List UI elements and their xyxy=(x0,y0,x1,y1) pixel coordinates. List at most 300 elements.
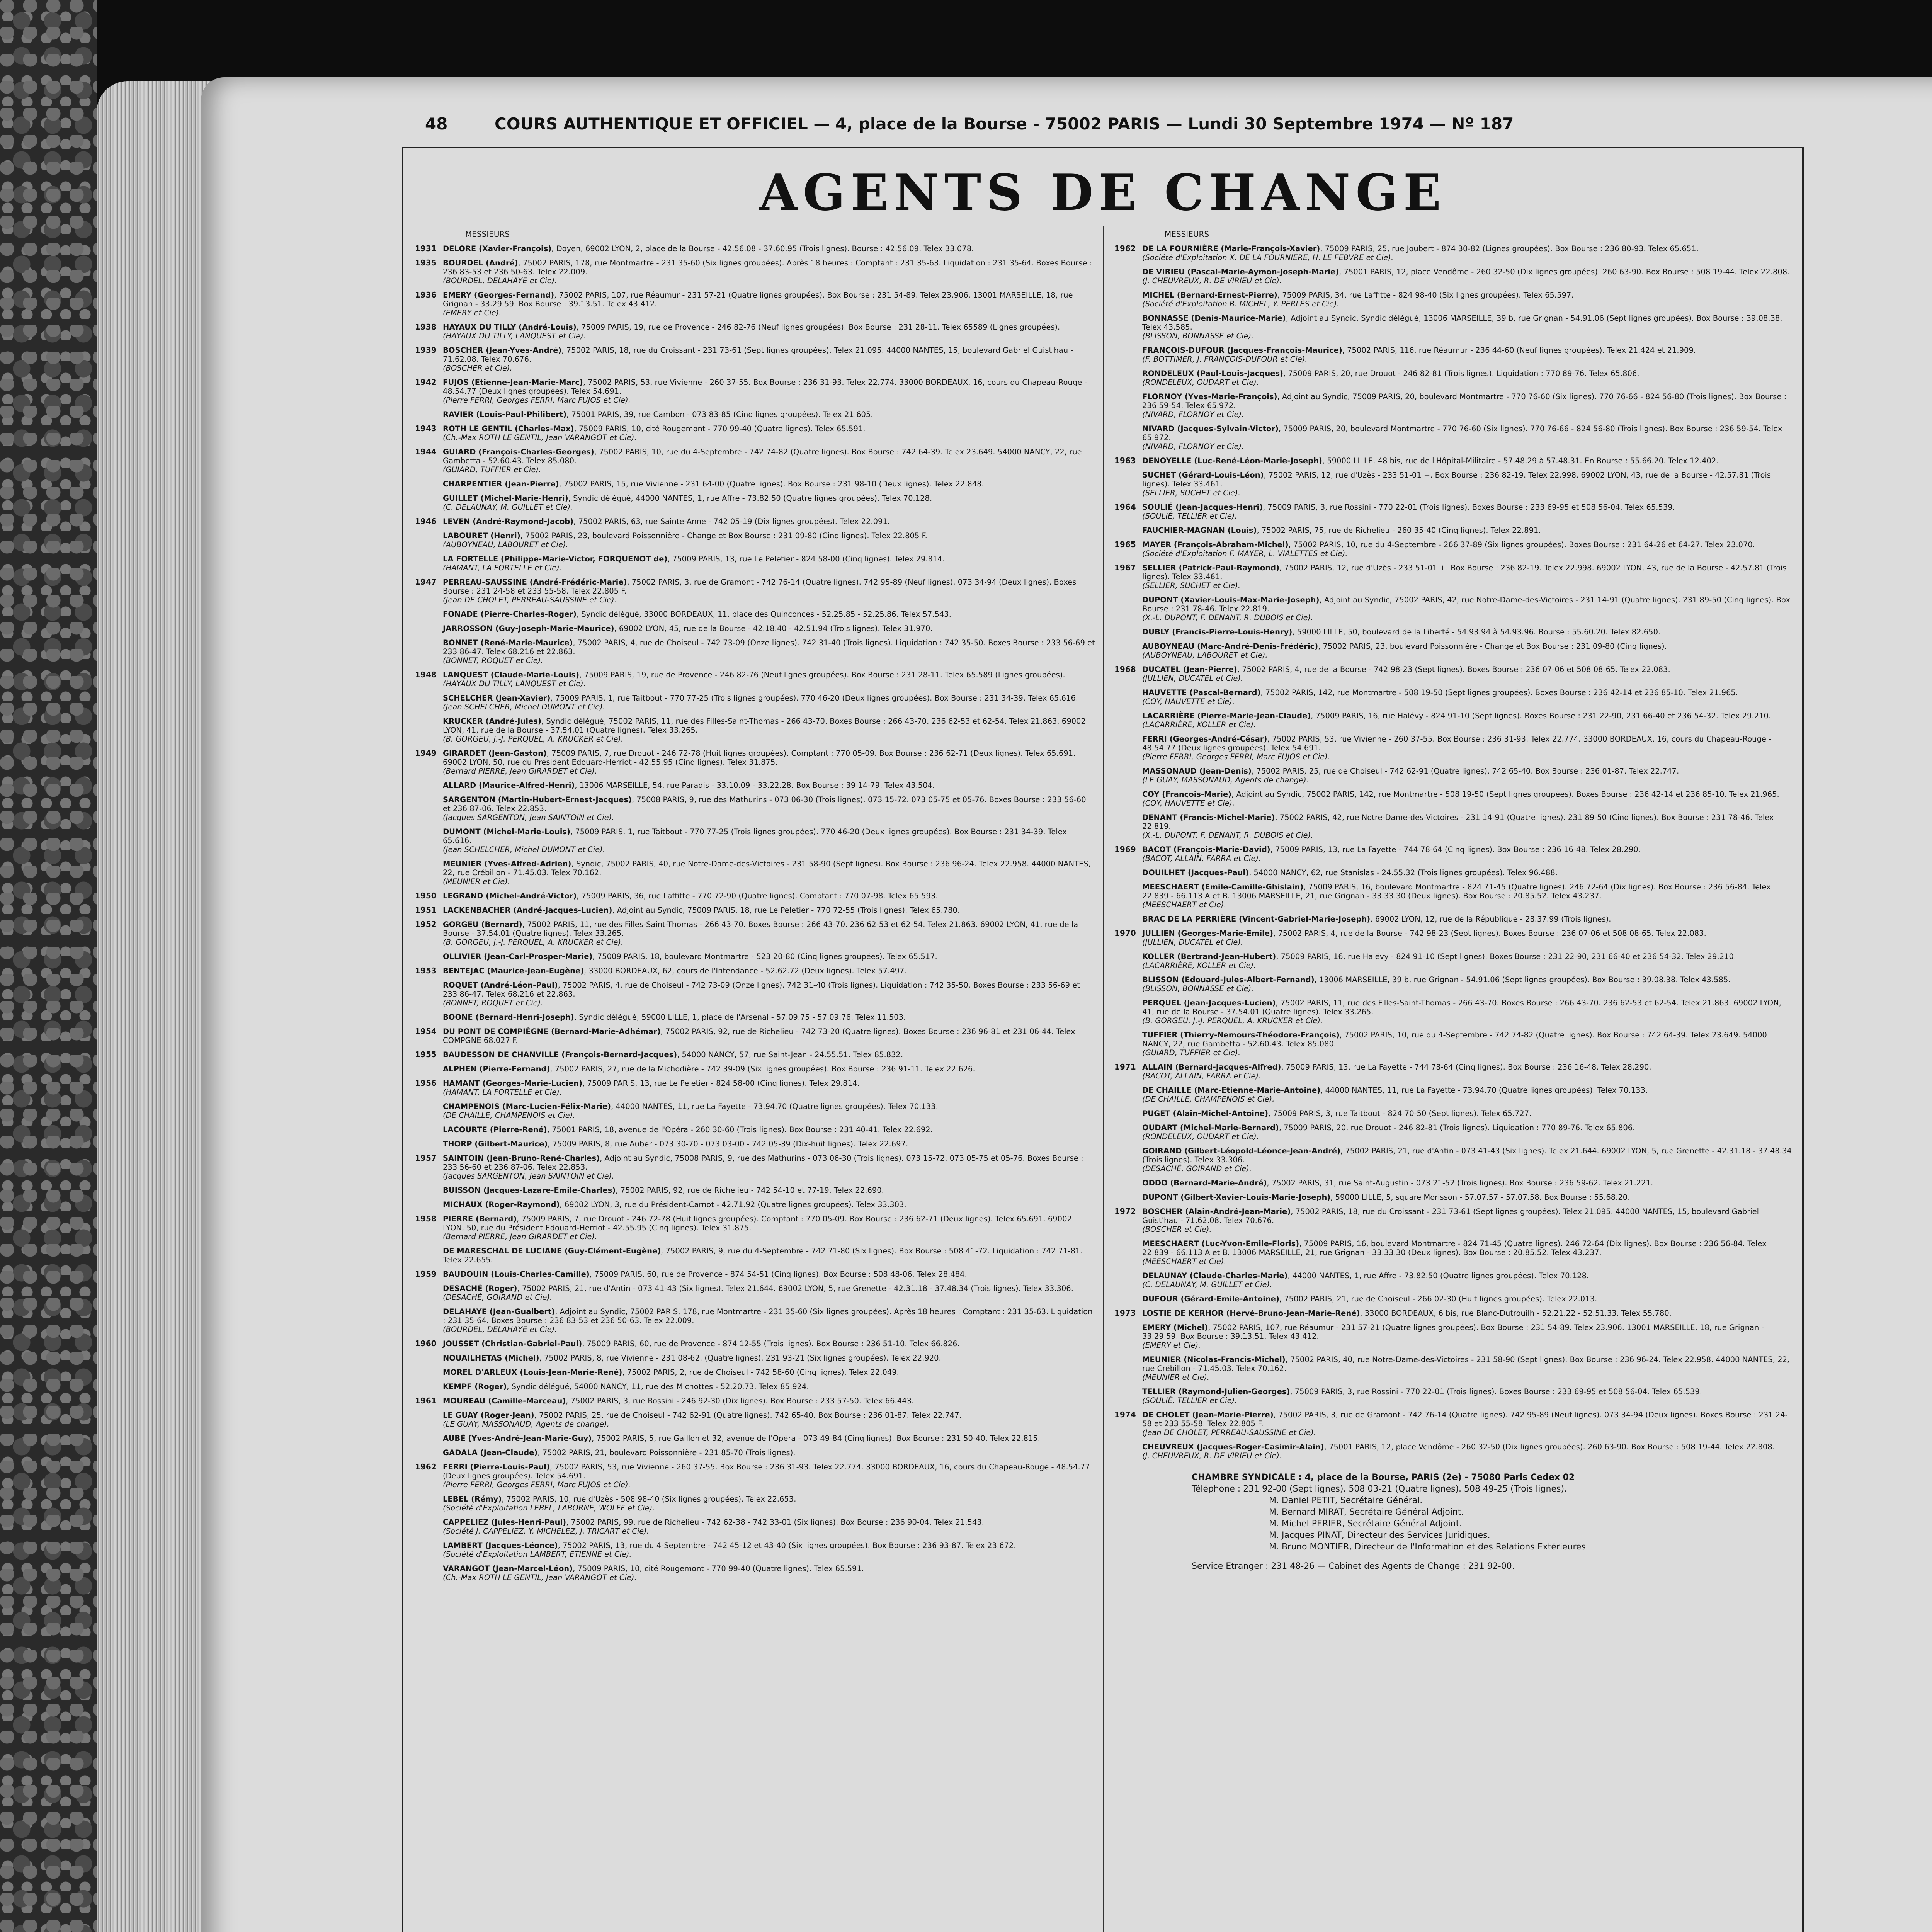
entry-body xyxy=(443,1463,1095,1489)
agent-entry xyxy=(1114,346,1794,364)
agent-name: LAMBERT (Jacques-Léonce) xyxy=(443,1541,558,1550)
agent-name: SELLIER (Patrick-Paul-Raymond) xyxy=(1142,563,1280,572)
agent-name: KOLLER (Bertrand-Jean-Hubert) xyxy=(1142,952,1276,961)
agent-details: , 13006 MARSEILLE, 39 b, rue Grignan - 54.91.06 (Sept lignes groupées). Box Bourse : 39.08.38. Telex 43.585. xyxy=(1314,975,1731,984)
entry-year xyxy=(1114,1109,1142,1118)
agent-entry xyxy=(1114,767,1794,784)
entry-body xyxy=(1142,1179,1794,1187)
entry-list xyxy=(415,244,1095,1582)
entry-body xyxy=(443,1027,1095,1045)
firm-name: (EMERY et Cie). xyxy=(443,308,502,317)
entry-body xyxy=(1142,267,1794,285)
chambre-syndicale-block xyxy=(1114,1472,1794,1572)
agent-details: , 75009 PARIS, 10, cité Rougemont - 770 99-40 (Quatre lignes). Telex 65.591. xyxy=(574,424,866,433)
firm-name: (Jacques SARGENTON, Jean SAINTOIN et Cie). xyxy=(443,813,614,822)
agent-entry xyxy=(415,859,1095,886)
agent-entry xyxy=(415,554,1095,572)
agent-details: , 75002 PARIS, 53, rue Vivienne - 260 37-55. Box Bourse : 236 31-93. Telex 22.774. 33000 BORDEAUX, 16, cours du Chapeau-Rouge - 48.54.77 (Deux lignes groupées). Telex 54.691. xyxy=(1142,735,1772,752)
entry-year xyxy=(415,1186,443,1195)
agent-details: , 75002 PARIS, 92, rue de Richelieu - 742 73-20 (Quatre lignes). Boxes Bourse : 236 96-81 et 231 06-44. Telex COMPGNE 68.027 F. xyxy=(443,1027,1075,1045)
agent-entry xyxy=(415,1518,1095,1536)
agent-name: ODDO (Bernard-Marie-André) xyxy=(1142,1179,1267,1187)
agent-name: BOSCHER (Jean-Yves-André) xyxy=(443,346,562,355)
firm-name: (Ch.-Max ROTH LE GENTIL, Jean VARANGOT et Cie). xyxy=(443,1573,637,1582)
entry-body xyxy=(1142,1442,1794,1460)
entry-year xyxy=(1114,767,1142,784)
firm-name: (SELLIER, SUCHET et Cie). xyxy=(1142,581,1241,590)
entry-body xyxy=(443,1270,1095,1279)
agent-details: , 75002 PARIS, 107, rue Réaumur - 231 57-21 (Quatre lignes groupées). Box Bourse : 231 54-89. Telex 23.906. 13001 MARSEILLE, 18, rue Grignan - 33.29.59. Box Bourse : 39.13.51. Telex 43.412. xyxy=(1142,1323,1764,1341)
entry-year: 1959 xyxy=(415,1269,437,1279)
agent-name: DUPONT (Xavier-Louis-Max-Marie-Joseph) xyxy=(1142,595,1320,604)
agent-entry xyxy=(415,795,1095,822)
agent-entry xyxy=(1114,915,1794,923)
agent-entry xyxy=(415,670,1095,688)
entry-year: 1951 xyxy=(415,905,437,915)
entry-body xyxy=(1142,883,1794,909)
agent-entry xyxy=(415,323,1095,340)
entry-year xyxy=(1114,998,1142,1025)
entry-body xyxy=(443,1013,1095,1022)
entry-body xyxy=(1142,369,1794,387)
firm-name: (LE GUAY, MASSONAUD, Agents de change). xyxy=(443,1420,609,1429)
entry-body xyxy=(443,1154,1095,1180)
firm-name: (Jean DE CHOLET, PERREAU-SAUSSINE et Cie). xyxy=(443,595,617,604)
column-heading: MESSIEURS xyxy=(465,230,510,239)
agent-details: , 75002 PARIS, 4, rue de Choiseul - 742 73-09 (Onze lignes). 742 31-40 (Trois lignes). Liquidation : 742 35-50. Boxes Bourse : 233 56-69 et 233 86-47. Telex 68.216 et 22.863. xyxy=(443,638,1095,656)
agent-name: BRAC DE LA PERRIÈRE (Vincent-Gabriel-Marie-Joseph) xyxy=(1142,915,1371,923)
firm-name: (Société d'Exploitation B. MICHEL, Y. PERLÈS et Cie). xyxy=(1142,299,1339,308)
agent-details: , 75009 PARIS, 19, rue de Provence - 246 82-76 (Neuf lignes groupées). Box Bourse : 231 28-11. Telex 65.589 (Lignes groupées). xyxy=(579,670,1065,679)
entry-year xyxy=(1114,314,1142,340)
entry-body xyxy=(1142,563,1794,590)
agent-details: , 75009 PARIS, 20, rue Drouot - 246 82-81 (Trois lignes). Liquidation : 770 89-76. Telex 65.806. xyxy=(1279,1123,1635,1132)
firm-name: (DESACHÉ, GOIRAND et Cie). xyxy=(1142,1164,1252,1173)
entry-body xyxy=(1142,1323,1794,1350)
entry-body xyxy=(443,966,1095,975)
entry-body xyxy=(443,1354,1095,1362)
agent-entry xyxy=(1114,526,1794,535)
entry-body xyxy=(443,1434,1095,1443)
entry-body xyxy=(443,578,1095,604)
agent-entry xyxy=(415,952,1095,961)
agent-entry xyxy=(1114,314,1794,340)
agent-name: HAMANT (Georges-Marie-Lucien) xyxy=(443,1079,583,1088)
entry-body xyxy=(1142,813,1794,840)
entry-year xyxy=(1114,975,1142,993)
entry-year xyxy=(415,1411,443,1429)
agent-details: , 75002 PARIS, 10, rue du 4-Septembre - 742 74-82 (Quatre lignes). Box Bourse : 742 64-39. Telex 23.649. 54000 NANCY, 22, rue Gambetta - 52.60.43. Telex 85.080. xyxy=(443,447,1082,465)
agent-entry xyxy=(415,1307,1095,1334)
firm-name: (MEESCHAERT et Cie). xyxy=(1142,1257,1226,1266)
entry-body xyxy=(1142,291,1794,308)
entry-year: 1938 xyxy=(415,322,437,332)
firm-name: (COY, HAUVETTE et Cie). xyxy=(1142,799,1235,808)
agent-name: GUILLET (Michel-Marie-Henri) xyxy=(443,494,568,503)
entry-year: 1931 xyxy=(415,244,437,253)
entry-year xyxy=(1114,526,1142,535)
entry-body xyxy=(1142,975,1794,993)
agent-entry xyxy=(1114,392,1794,419)
agent-details: , Syndic délégué, 54000 NANCY, 11, rue des Michottes - 52.20.73. Telex 85.924. xyxy=(507,1382,809,1391)
agent-name: MEESCHAERT (Luc-Yvon-Emile-Floris) xyxy=(1142,1239,1299,1248)
firm-name: (LACARRIÈRE, KOLLER et Cie). xyxy=(1142,720,1256,729)
agent-entry xyxy=(1114,1109,1794,1118)
entry-year xyxy=(415,1495,443,1512)
agent-name: MICHEL (Bernard-Ernest-Pierre) xyxy=(1142,291,1277,299)
agent-name: LA FORTELLE (Philippe-Marie-Victor, FORQUENOT de) xyxy=(443,554,668,563)
agent-name: CHEUVREUX (Jacques-Roger-Casimir-Alain) xyxy=(1142,1442,1324,1451)
entry-year xyxy=(1114,267,1142,285)
agent-details: , 75009 PARIS, 3, rue Taitbout - 824 70-50 (Sept lignes). Telex 65.727. xyxy=(1268,1109,1532,1118)
agent-details: , Syndic délégué, 59000 LILLE, 1, place de l'Arsenal - 57.09.75 - 57.09.76. Telex 11.503. xyxy=(574,1013,906,1022)
agent-details: , 75009 PARIS, 13, rue La Fayette - 744 78-64 (Cinq lignes). Box Bourse : 236 16-48. Telex 28.290. xyxy=(1281,1063,1651,1071)
agent-details: , 33000 BORDEAUX, 62, cours de l'Intendance - 52.62.72 (Deux lignes). Telex 57.497. xyxy=(584,966,907,975)
agent-details: , 75002 PARIS, 3, rue de Gramont - 742 76-14 (Quatre lignes). 742 95-89 (Neuf lignes). 073 34-94 (Deux lignes). Boxes Bourse : 231 24-58 et 233 55-58. Telex 22.805 F. xyxy=(443,578,1077,595)
agent-entry xyxy=(1114,291,1794,308)
agent-entry xyxy=(1114,628,1794,636)
agent-entry xyxy=(415,244,1095,253)
agent-details: , 75001 PARIS, 12, place Vendôme - 260 32-50 (Dix lignes groupées). 260 63-90. Box Bourse : 508 19-44. Telex 22.808. xyxy=(1324,1442,1775,1451)
agent-entry xyxy=(415,1411,1095,1429)
entry-body xyxy=(443,1214,1095,1241)
agent-details: , 75009 PARIS, 16, boulevard Montmartre - 824 71-45 (Quatre lignes). 246 72-64 (Dix lignes). Box Bourse : 236 56-84. Telex 22.839 - 66.113 A et B. 13006 MARSEILLE, 21, rue Grignan - 33.33.30 (Deux lignes). Box Bourse : 20.85.52. Telex 43.237. xyxy=(1142,883,1771,900)
agent-entry xyxy=(1114,563,1794,590)
agent-details: , 75001 PARIS, 39, rue Cambon - 073 83-85 (Cinq lignes groupées). Telex 21.605. xyxy=(566,410,873,419)
agent-entry xyxy=(1114,711,1794,729)
entry-body xyxy=(1142,868,1794,877)
entry-body xyxy=(443,1247,1095,1264)
agent-details: , 75009 PARIS, 60, rue de Provence - 874 12-55 (Trois lignes). Box Bourse : 236 51-10. Telex 66.826. xyxy=(582,1339,960,1348)
entry-year: 1957 xyxy=(415,1153,437,1163)
entry-year xyxy=(1114,392,1142,419)
agent-details: , 75009 PARIS, 13, rue Le Peletier - 824 58-00 (Cinq lignes). Telex 29.814. xyxy=(667,554,945,563)
agent-name: MEUNIER (Yves-Alfred-Adrien) xyxy=(443,859,571,868)
agent-entry xyxy=(415,424,1095,442)
agent-name: HAUVETTE (Pascal-Bernard) xyxy=(1142,688,1261,697)
firm-name: (BONNET, ROQUET et Cie). xyxy=(443,998,543,1007)
agent-name: DUCATEL (Jean-Pierre) xyxy=(1142,665,1237,674)
agent-details: , 75009 PARIS, 20, rue Drouot - 246 82-81 (Trois lignes). Liquidation : 770 89-76. Telex 65.806. xyxy=(1283,369,1639,378)
entry-year xyxy=(415,1518,443,1536)
agent-name: EMERY (Georges-Fernand) xyxy=(443,291,554,299)
entry-year: 1968 xyxy=(1114,665,1136,674)
agent-details: , Adjoint au Syndic, 75002 PARIS, 42, rue Notre-Dame-des-Victoires - 231 14-91 (Quatre lignes). 231 89-50 (Cinq lignes). Box Bourse : 231 78-46. Telex 22.819. xyxy=(1142,595,1790,613)
agent-name: NIVARD (Jacques-Sylvain-Victor) xyxy=(1142,424,1279,433)
entry-year xyxy=(415,1541,443,1559)
firm-name: (J. CHEUVREUX, R. DE VIRIEU et Cie). xyxy=(1142,276,1282,285)
entry-body xyxy=(443,1411,1095,1429)
agent-entry xyxy=(1114,642,1794,660)
entry-year xyxy=(1114,628,1142,636)
firm-name: (HAYAUX DU TILLY, LANQUEST et Cie). xyxy=(443,679,586,688)
agent-details: , 75009 PARIS, 1, rue Taitbout - 770 77-25 (Trois lignes groupées). 770 46-20 (Deux lignes groupées). Box Bourse : 231 34-39. Telex 65.616. xyxy=(550,694,1078,702)
firm-name: (RONDELEUX, OUDART et Cie). xyxy=(1142,1132,1259,1141)
entry-body xyxy=(1142,1271,1794,1289)
agent-entry xyxy=(415,1541,1095,1559)
agent-name: BENTEJAC (Maurice-Jean-Eugène) xyxy=(443,966,584,975)
agent-name: DENANT (Francis-Michel-Marie) xyxy=(1142,813,1275,822)
entry-body xyxy=(443,1079,1095,1097)
agent-entry xyxy=(1114,845,1794,863)
agent-details: , 75008 PARIS, 9, rue des Mathurins - 073 06-30 (Trois lignes). 073 15-72. 073 05-75 et 05-76. Boxes Bourse : 233 56-60 et 236 87-06. Telex 22.853. xyxy=(443,795,1086,813)
entry-year xyxy=(1114,868,1142,877)
column-heading: MESSIEURS xyxy=(1165,230,1209,239)
entry-body xyxy=(1142,244,1794,262)
agent-name: BAUDESSON DE CHANVILLE (François-Bernard-Jacques) xyxy=(443,1050,677,1059)
agent-details: , Syndic délégué, 44000 NANTES, 1, rue Affre - 73.82.50 (Quatre lignes groupées). Telex 70.128. xyxy=(568,494,932,503)
firm-name: (SELLIER, SUCHET et Cie). xyxy=(1142,488,1241,497)
entry-body xyxy=(443,1396,1095,1405)
agent-name: DU PONT DE COMPIÈGNE (Bernard-Marie-Adhémar) xyxy=(443,1027,661,1036)
agent-entry xyxy=(415,1013,1095,1022)
firm-name: (COY, HAUVETTE et Cie). xyxy=(1142,697,1235,706)
entry-body xyxy=(443,531,1095,549)
entry-body xyxy=(443,378,1095,405)
agent-name: THORP (Gilbert-Maurice) xyxy=(443,1139,548,1148)
agent-name: RONDELEUX (Paul-Louis-Jacques) xyxy=(1142,369,1283,378)
agent-details: , 75002 PARIS, 23, boulevard Poissonnière - Change et Box Bourse : 231 09-80 (Cinq lignes). Telex 22.805 F. xyxy=(520,531,927,540)
agent-entry xyxy=(415,610,1095,619)
agent-entry xyxy=(1114,1294,1794,1303)
entry-year xyxy=(415,1139,443,1148)
agent-entry xyxy=(1114,1387,1794,1405)
agent-entry xyxy=(415,920,1095,947)
entry-body xyxy=(1142,526,1794,535)
agent-entry xyxy=(415,291,1095,317)
agent-details: , 75002 PARIS, 21, boulevard Poissonnière - 231 85-70 (Trois lignes). xyxy=(537,1448,796,1457)
agent-name: FERRI (Pierre-Louis-Paul) xyxy=(443,1463,550,1471)
agent-entry xyxy=(415,781,1095,790)
entry-body xyxy=(443,827,1095,854)
agent-entry xyxy=(1114,1146,1794,1173)
agent-name: DUMONT (Michel-Marie-Louis) xyxy=(443,827,570,836)
chambre-member: M. Jacques PINAT, Directeur des Services Juridiques. xyxy=(1269,1531,1490,1540)
firm-name: (B. GORGEU, J.-J. PERQUEL, A. KRUCKER et Cie). xyxy=(1142,1016,1323,1025)
entry-year xyxy=(1114,424,1142,451)
agent-entry xyxy=(415,1368,1095,1377)
entry-year xyxy=(415,624,443,633)
agent-details: , 75001 PARIS, 18, avenue de l'Opéra - 260 30-60 (Trois lignes). Box Bourse : 231 40-41. Telex 22.692. xyxy=(547,1125,933,1134)
entry-body xyxy=(443,694,1095,711)
entry-year xyxy=(415,1382,443,1391)
agent-details: , 75002 PARIS, 116, rue Réaumur - 236 44-60 (Neuf lignes groupées). Telex 21.424 et 21.909. xyxy=(1342,346,1696,355)
firm-name: (Jean DE CHOLET, PERREAU-SAUSSINE et Cie). xyxy=(1142,1428,1316,1437)
entry-body xyxy=(1142,790,1794,808)
firm-name: (BLISSON, BONNASSE et Cie). xyxy=(1142,332,1254,340)
agent-name: LEGRAND (Michel-André-Victor) xyxy=(443,891,577,900)
agent-details: , 75002 PARIS, 3, rue Rossini - 246 92-30 (Dix lignes). Box Bourse : 233 57-50. Telex 66.443. xyxy=(566,1396,914,1405)
entry-body xyxy=(443,981,1095,1007)
firm-name: (MEUNIER et Cie). xyxy=(1142,1373,1210,1382)
agent-entry xyxy=(1114,1309,1794,1318)
entry-body xyxy=(1142,1146,1794,1173)
firm-name: (GUIARD, TUFFIER et Cie). xyxy=(443,465,541,474)
agent-name: LE GUAY (Roger-Jean) xyxy=(443,1411,534,1420)
agent-name: OLLIVIER (Jean-Carl-Prosper-Marie) xyxy=(443,952,593,961)
page-title: AGENTS DE CHANGE xyxy=(759,164,1447,222)
agent-entry xyxy=(415,480,1095,488)
entry-year: 1947 xyxy=(415,577,437,587)
entry-body xyxy=(443,920,1095,947)
agent-name: DE VIRIEU (Pascal-Marie-Aymon-Joseph-Marie) xyxy=(1142,267,1339,276)
entry-body xyxy=(443,323,1095,340)
firm-name: (LACARRIÈRE, KOLLER et Cie). xyxy=(1142,961,1256,970)
agent-name: MEUNIER (Nicolas-Francis-Michel) xyxy=(1142,1355,1286,1364)
agent-name: PIERRE (Bernard) xyxy=(443,1214,517,1223)
agent-name: COY (François-Marie) xyxy=(1142,790,1232,799)
entry-body xyxy=(443,670,1095,688)
agent-entry xyxy=(415,410,1095,419)
agent-details: , 75002 PARIS, 18, rue du Croissant - 231 73-61 (Sept lignes groupées). Telex 21.095. 44000 NANTES, 15, boulevard Gabriel Guist'hau - 71.62.08. Telex 70.676. xyxy=(1142,1207,1759,1225)
agent-entry xyxy=(415,717,1095,743)
entry-body xyxy=(443,1448,1095,1457)
agent-entry xyxy=(415,1154,1095,1180)
agent-details: , 69002 LYON, 3, rue du Président-Carnot - 42.71.92 (Quatre lignes groupées). Telex 33.303. xyxy=(560,1200,906,1209)
firm-name: (Pierre FERRI, Georges FERRI, Marc FUJOS et Cie). xyxy=(443,396,631,405)
entry-body xyxy=(443,259,1095,285)
entry-year xyxy=(1114,915,1142,923)
firm-name: (Société d'Exploitation LAMBERT, ETIENNE et Cie). xyxy=(443,1550,632,1559)
entry-year: 1970 xyxy=(1114,929,1136,938)
firm-name: (DE CHAILLE, CHAMPENOIS et Cie). xyxy=(443,1111,575,1120)
agent-entry xyxy=(415,749,1095,776)
agent-details: , 33000 BORDEAUX, 6 bis, rue Blanc-Dutrouilh - 52.21.22 - 52.51.33. Telex 55.780. xyxy=(1360,1309,1672,1318)
agent-details: , Syndic délégué, 33000 BORDEAUX, 11, place des Quinconces - 52.25.85 - 52.25.86. Telex 57.543. xyxy=(576,610,951,619)
entry-year xyxy=(415,981,443,1007)
agent-details: , 75002 PARIS, 25, rue de Choiseul - 742 62-91 (Quatre lignes). 742 65-40. Box Bourse : 236 01-87. Telex 22.747. xyxy=(1251,767,1679,776)
agent-entry xyxy=(1114,1442,1794,1460)
agent-name: SARGENTON (Martin-Hubert-Ernest-Jacques) xyxy=(443,795,632,804)
agent-details: , 69002 LYON, 45, rue de la Bourse - 42.18.40 - 42.51.94 (Trois lignes). Telex 31.970. xyxy=(614,624,933,633)
entry-body xyxy=(1142,735,1794,761)
entry-body xyxy=(443,610,1095,619)
agent-details: , 75002 PARIS, 11, rue des Filles-Saint-Thomas - 266 43-70. Boxes Bourse : 266 43-70. 236 62-53 et 62-54. Telex 21.863. 69002 LYON, 41, rue de la Bourse - 37.54.01 (Quatre lignes). Telex 33.265. xyxy=(1142,998,1781,1016)
entry-body xyxy=(1142,1355,1794,1382)
firm-name: (Société d'Exploitation X. DE LA FOURNIÈRE, H. LE FEBVRE et Cie). xyxy=(1142,253,1394,262)
agent-name: LANQUEST (Claude-Marie-Louis) xyxy=(443,670,580,679)
agent-details: , 75002 PARIS, 53, rue Vivienne - 260 37-55. Box Bourse : 236 31-93. Telex 22.774. 33000 BORDEAUX, 16, cours du Chapeau-Rouge - 48.54.77 (Deux lignes groupées). Telex 54.691. xyxy=(443,378,1087,396)
entry-year xyxy=(415,827,443,854)
entry-body xyxy=(1142,665,1794,683)
agent-entry xyxy=(415,1284,1095,1302)
agent-name: HAYAUX DU TILLY (André-Louis) xyxy=(443,323,577,332)
agent-entry xyxy=(415,447,1095,474)
agent-name: JULLIEN (Georges-Marie-Emile) xyxy=(1142,929,1273,938)
entry-list xyxy=(1114,244,1794,1460)
agent-entry xyxy=(1114,267,1794,285)
firm-name: (Société J. CAPPELIEZ, Y. MICHELEZ, J. TRICART et Cie). xyxy=(443,1527,650,1536)
entry-body xyxy=(1142,1410,1794,1437)
agent-name: FONADE (Pierre-Charles-Roger) xyxy=(443,610,577,619)
entry-body xyxy=(443,749,1095,776)
entry-year: 1946 xyxy=(415,517,437,526)
entry-body xyxy=(443,1564,1095,1582)
entry-year: 1948 xyxy=(415,670,437,679)
chambre-member: M. Daniel PETIT, Secrétaire Général. xyxy=(1269,1496,1423,1505)
agent-entry xyxy=(1114,1410,1794,1437)
firm-name: (Jean SCHELCHER, Michel DUMONT et Cie). xyxy=(443,702,605,711)
agent-entry xyxy=(415,1125,1095,1134)
entry-year xyxy=(415,410,443,419)
scanner-background xyxy=(0,0,97,1932)
entry-body xyxy=(443,1186,1095,1195)
entry-year xyxy=(415,1564,443,1582)
entry-year xyxy=(1114,1355,1142,1382)
entry-year xyxy=(1114,1179,1142,1187)
entry-year xyxy=(415,795,443,822)
entry-body xyxy=(1142,1309,1794,1318)
agent-name: SUCHET (Gérard-Louis-Léon) xyxy=(1142,471,1264,480)
agent-details: , 75002 PARIS, 2, rue de Choiseul - 742 58-60 (Cinq lignes). Telex 22.049. xyxy=(622,1368,899,1377)
entry-year: 1958 xyxy=(415,1214,437,1223)
entry-body xyxy=(443,1139,1095,1148)
agent-name: DELORE (Xavier-François) xyxy=(443,244,552,253)
agent-details: , 75002 PARIS, 92, rue de Richelieu - 742 54-10 et 77-19. Telex 22.690. xyxy=(616,1186,884,1195)
agent-details: , Adjoint au Syndic, Syndic délégué, 13006 MARSEILLE, 39 b, rue Grignan - 54.91.06 (Sept lignes groupées). Box Bourse : 39.08.38. Telex 43.585. xyxy=(1142,314,1782,332)
agent-entry xyxy=(415,1354,1095,1362)
agent-entry xyxy=(1114,1123,1794,1141)
entry-body xyxy=(443,554,1095,572)
firm-name: (BOSCHER et Cie). xyxy=(1142,1225,1212,1234)
entry-year: 1954 xyxy=(415,1027,437,1036)
agent-name: EMERY (Michel) xyxy=(1142,1323,1208,1332)
firm-name: (GUIARD, TUFFIER et Cie). xyxy=(1142,1048,1241,1057)
agent-name: ALLAIN (Bernard-Jacques-Alfred) xyxy=(1142,1063,1281,1071)
agent-details: , 44000 NANTES, 1, rue Affre - 73.82.50 (Quatre lignes groupées). Telex 70.128. xyxy=(1287,1271,1589,1280)
entry-body xyxy=(1142,929,1794,947)
entry-year xyxy=(415,1284,443,1302)
agent-details: , 75002 PARIS, 8, rue Vivienne - 231 08-62. (Quatre lignes). 231 93-21 (Six lignes groupées). Telex 22.920. xyxy=(539,1354,941,1362)
entry-year xyxy=(415,638,443,665)
agent-name: DUPONT (Gilbert-Xavier-Louis-Marie-Joseph) xyxy=(1142,1193,1331,1202)
firm-name: (B. GORGEU, J.-J. PERQUEL, A. KRUCKER et Cie). xyxy=(443,735,624,743)
entry-body xyxy=(443,447,1095,474)
agent-entry xyxy=(415,827,1095,854)
agent-name: MICHAUX (Roger-Raymond) xyxy=(443,1200,560,1209)
entry-year xyxy=(415,1065,443,1073)
entry-body xyxy=(1142,642,1794,660)
entry-body xyxy=(1142,711,1794,729)
entry-body xyxy=(443,1125,1095,1134)
entry-year xyxy=(415,1013,443,1022)
entry-body xyxy=(443,1368,1095,1377)
agent-details: , 75002 PARIS, 12, rue d'Uzès - 233 51-01 +. Box Bourse : 236 82-19. Telex 22.998. 69002 LYON, 43, rue de la Bourse - 42.57.81 (Trois lignes). Telex 33.461. xyxy=(1142,563,1787,581)
firm-name: (MEUNIER et Cie). xyxy=(443,877,510,886)
agent-entry xyxy=(1114,1323,1794,1350)
agent-details: , 75002 PARIS, 10, rue du 4-Septembre - 266 37-89 (Six lignes groupées). Boxes Bourse : 231 64-26 et 64-27. Telex 23.070. xyxy=(1288,540,1755,549)
agent-name: DELAUNAY (Claude-Charles-Marie) xyxy=(1142,1271,1288,1280)
entry-year xyxy=(1114,1323,1142,1350)
entry-year xyxy=(1114,1271,1142,1289)
agent-entry xyxy=(1114,456,1794,465)
entry-body xyxy=(443,424,1095,442)
entry-year xyxy=(1114,790,1142,808)
agent-name: GADALA (Jean-Claude) xyxy=(443,1448,538,1457)
agent-entry xyxy=(415,1102,1095,1120)
entry-body xyxy=(1142,688,1794,706)
agent-entry xyxy=(1114,1086,1794,1104)
entry-year xyxy=(415,859,443,886)
entry-year: 1962 xyxy=(415,1462,437,1471)
entry-body xyxy=(443,717,1095,743)
entry-body xyxy=(443,1065,1095,1073)
entry-body xyxy=(443,795,1095,822)
agent-entry xyxy=(1114,883,1794,909)
firm-name: (Ch.-Max ROTH LE GENTIL, Jean VARANGOT et Cie). xyxy=(443,433,637,442)
agent-entry xyxy=(1114,952,1794,970)
entry-body xyxy=(1142,595,1794,622)
